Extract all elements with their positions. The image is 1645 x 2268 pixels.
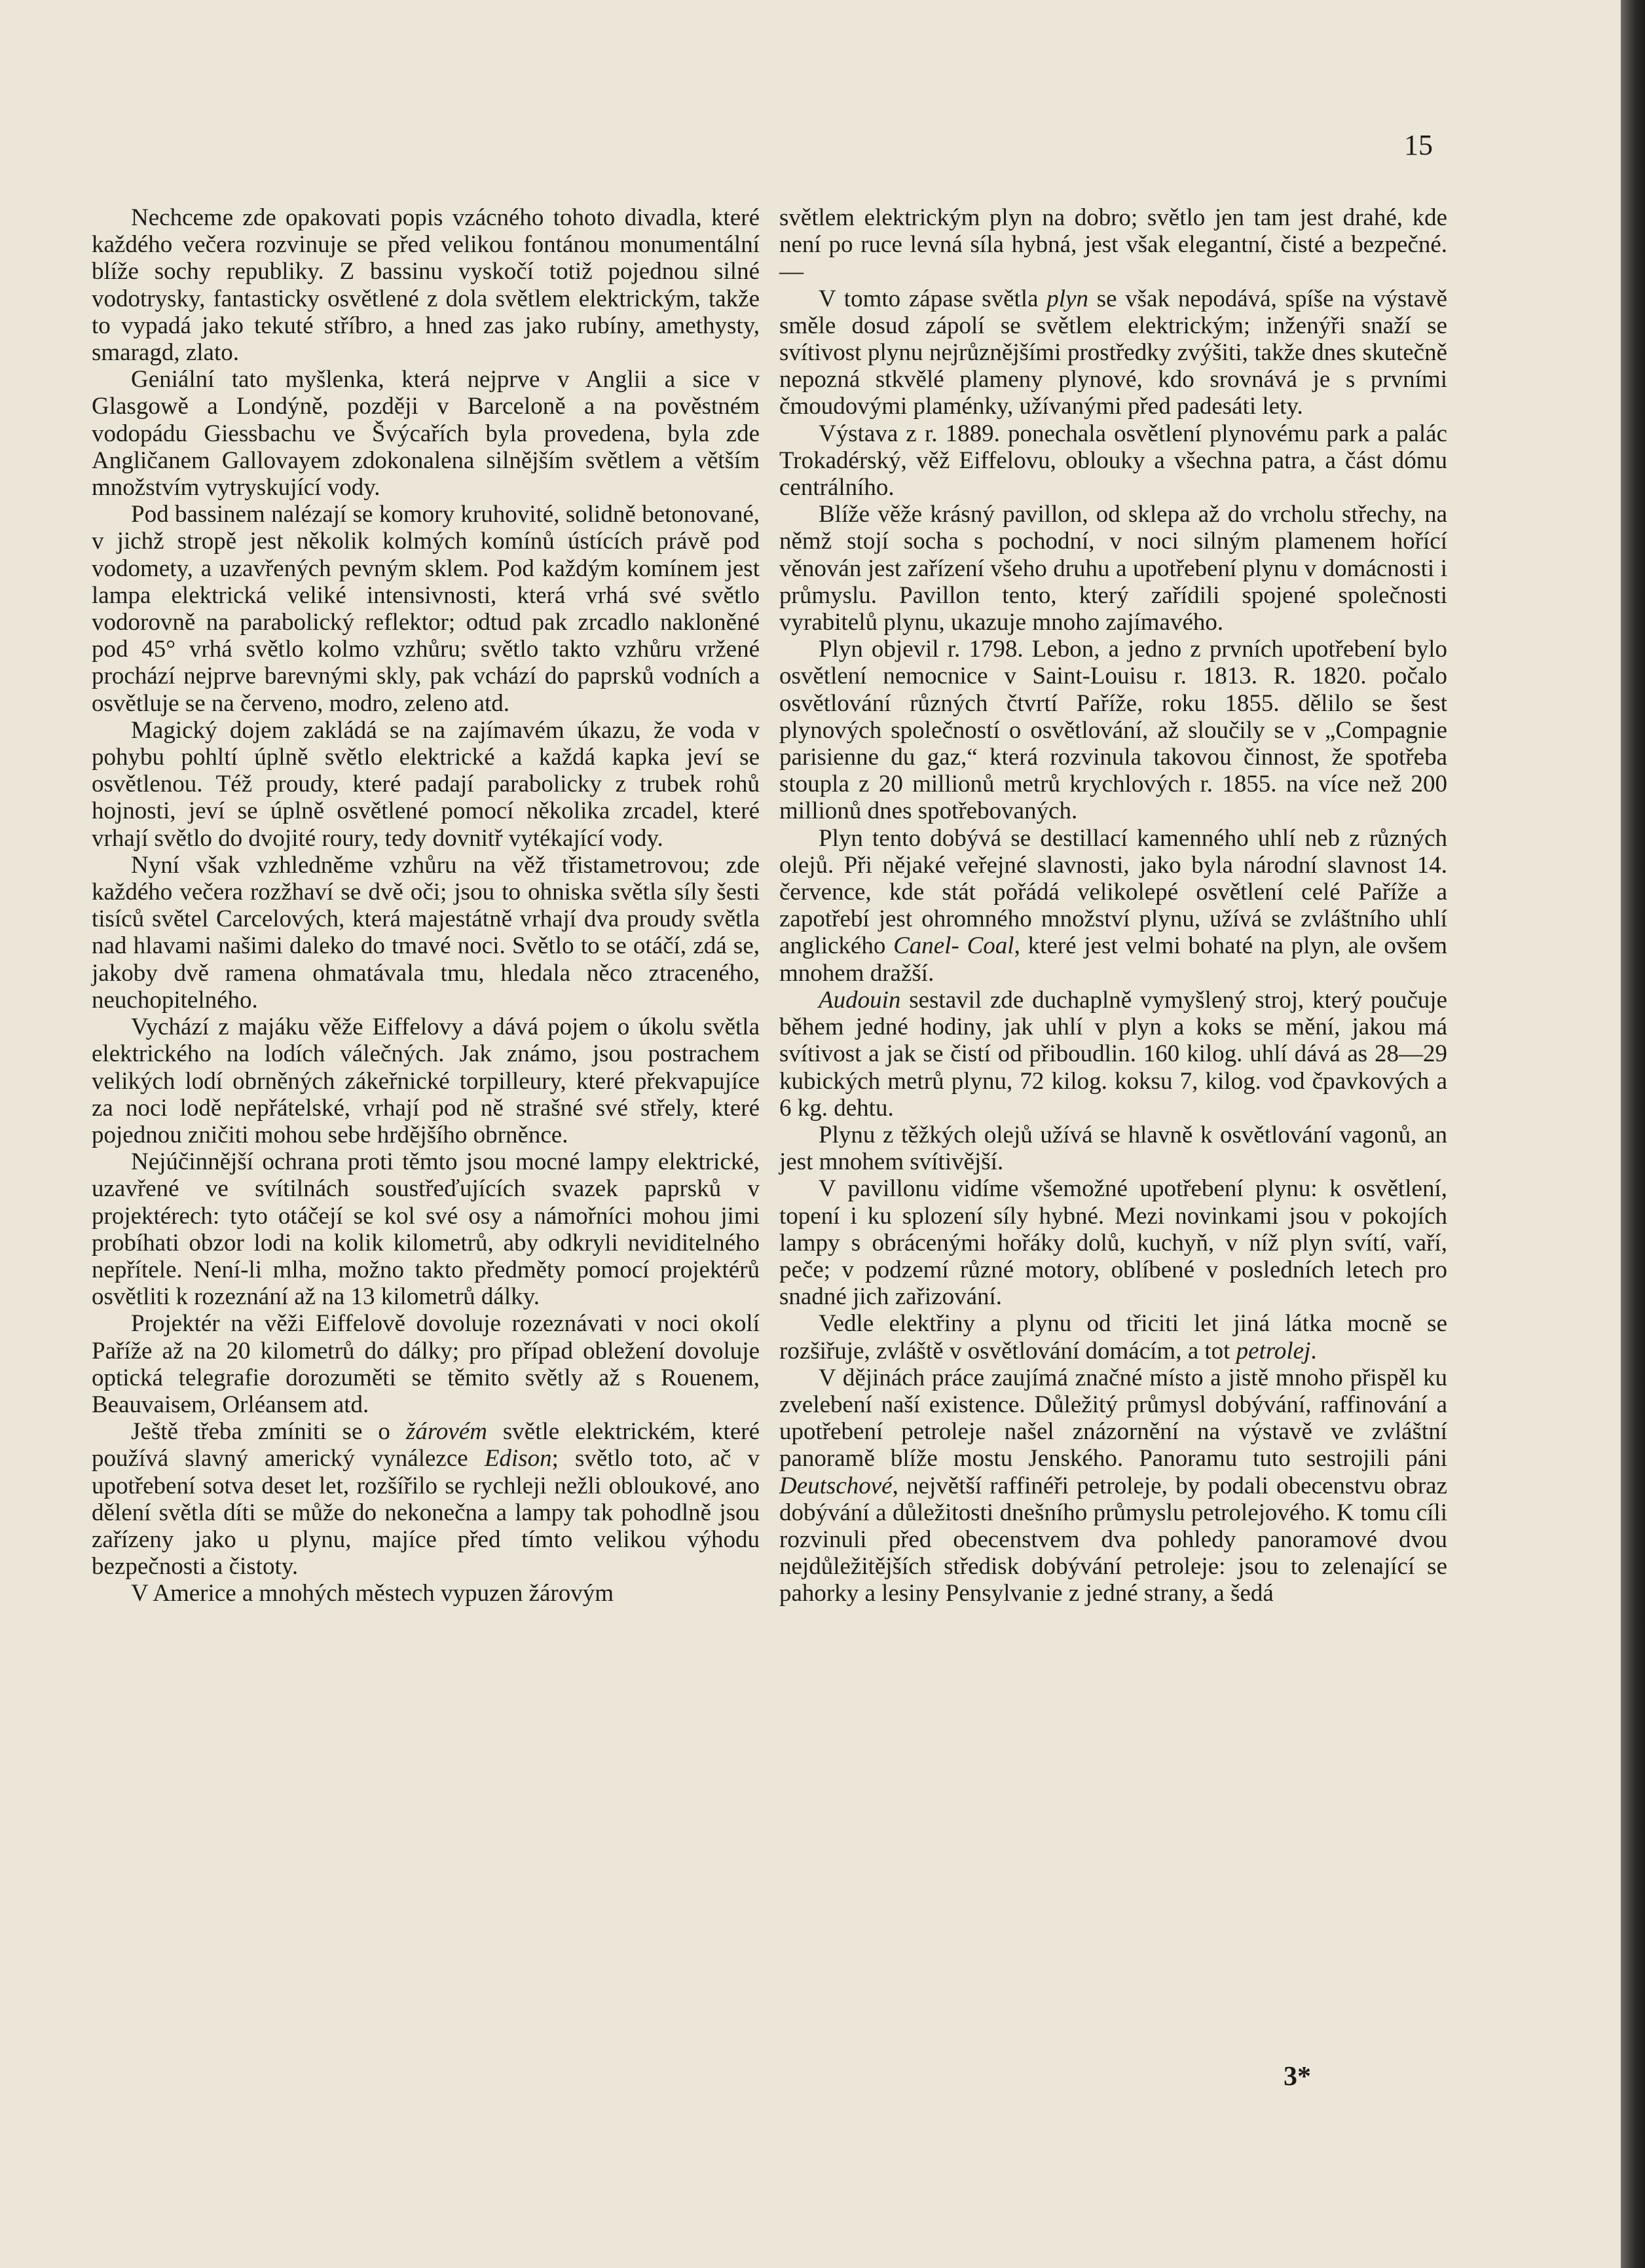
paragraph: Pod bassinem nalézají se komory kruhovité, solidně betonované, v jichž stropě jest několik kolmých komínů ústících právě pod vodomety, a uzavřených pevným sklem. Pod každým komínem jest lampa elektrická veliké intensivnosti, která vrhá své světlo vodorovně na parabolický reflektor; odtud pak zrcadlo nakloněné pod 45° vrhá světlo kolmo vzhůru; světlo takto vzhůru vržené prochází nejprve barevnými skly, pak vchází do paprsků vodních a osvětluje se na červeno, modro, zeleno atd.: [92, 501, 760, 717]
text-run: V dějinách práce zaujímá značné místo a jistě mnoho přispěl ku zvelebení naší existence. Důležitý průmysl dobývání, raffinování a upotřebení petroleje našel znázornění na výstavě ve zvláštní panoramě blíže mostu Jenského. Panoramu tuto sestrojili páni: [779, 1364, 1447, 1472]
text-run: Vedle elektřiny a plynu od třiciti let jiná látka mocně se rozšiřuje, zvláště v osvětlování domácím, a tot: [779, 1310, 1447, 1364]
paragraph: V Americe a mnohých městech vypuzen žárovým: [131, 1580, 614, 1607]
text-run: V tomto zápase světla: [819, 285, 1047, 312]
paragraph: [92, 1418, 760, 1580]
text-run: světle elektrickém, které používá slavný americký vynálezce: [92, 1418, 760, 1472]
paragraph: [779, 825, 1447, 987]
paragraph: Nyní však vzhledněme vzhůru na věž třistametrovou; zde každého večera rozžhaví se dvě oči; jsou to ohniska světla síly šesti tisíců světel Carcelových, která majestátně vrhají dva proudy světla nad hlavami našimi daleko do tmavé noci. Světlo to se otáčí, zdá se, jakoby dvě ramena ohmatávala tmu, hledala něco ztraceného, neuchopitelného.: [92, 851, 760, 1014]
text-run: Ještě třeba zmíniti se o: [131, 1418, 406, 1446]
page-edge: [1621, 0, 1645, 2268]
emphasis: Deutschové: [779, 1472, 893, 1499]
paragraph: [779, 285, 1447, 420]
paragraph: Geniální tato myšlenka, která nejprve v Anglii a sice v Glasgowě a Londýně, později v Barceloně a na pověstném vodopádu Giessbachu ve Švýcařích byla provedena, byla zde Angličanem Gallovayem zdokonalena silnějším světlem a větším množstvím vytryskující vody.: [92, 366, 760, 502]
paragraph: [779, 1364, 1447, 1607]
paragraph: Vychází z majáku věže Eiffelovy a dává pojem o úkolu světla elektrického na lodích válečných. Jak známo, jsou postrachem velikých lodí obrněných zákeřnické torpilleury, které překvapujíce za noci lodě nepřátelské, vrhají pod ně strašné své střely, které pojednou zničiti mohou sebe hrdějšího obrněnce.: [92, 1014, 760, 1148]
paragraph: Nechceme zde opakovati popis vzácného tohoto divadla, které každého večera rozvinuje se před velikou fontánou monumentální blíže sochy republiky. Z bassinu vyskočí totiž pojednou silné vodotrysky, fantasticky osvětlené z dola světlem elektrickým, takže to vypadá jako tekuté stříbro, a hned zas jako rubíny, amethysty, smaragd, zlato.: [92, 204, 760, 367]
paragraph: Projektér na věži Eiffelově dovoluje rozeznávati v noci okolí Paříže až na 20 kilometrů do dálky; pro případ obležení dovoluje optická telegrafie dorozuměti se těmito světly až s Rouenem, Beauvaisem, Orléansem atd.: [92, 1310, 760, 1418]
paragraph: Výstava z r. 1889. ponechala osvětlení plynovému park a palác Trokadérský, věž Eiffelovu, oblouky a všechna patra, a část dómu centrálního.: [779, 420, 1447, 502]
paragraph: V pavillonu vidíme všemožné upotřebení plynu: k osvětlení, topení i ku splození síly hybné. Mezi novinkami jsou v pokojích lampy s obrácenými hořáky dolů, kuchyň, v níž plyn svítí, vaří, peče; v podzemí různé motory, oblíbené v posledních letech pro snadné jich zařizování.: [779, 1175, 1447, 1311]
text-run: , největší raffinéři petroleje, by podali obecenstvu obraz dobývání a důležitosti dnešního průmyslu petrolejového. K tomu cíli rozvinuli před obecenstvem dva pohledy panoramové dvou nejdůležitějších středisk dobývání petroleje: jsou to zelenající se pahorky a lesiny Pensylvanie z jedné strany, a šedá: [779, 1472, 1447, 1607]
text-run: sestavil zde duchaplně vymyšlený stroj, který poučuje během jedné hodiny, jak uhlí v plyn a koks se mění, jakou má svítivost a jak se čistí od přiboudlin. 160 kilog. uhlí dává as 28—29 kubických metrů plynu, 72 kilog. koksu 7, kilog. vod čpavkových a 6 kg. dehtu.: [779, 986, 1447, 1122]
text-run: Plyn tento dobývá se destillací kamenného uhlí neb z různých olejů. Při nějaké veřejné slavnosti, jako byla národní slavnost 14. července, kde stát pořádá velikolepé osvětlení celé Paříže a zapotřebí jest ohromného množství plynu, užívá se zvláštního uhlí anglického: [779, 824, 1447, 960]
paragraph: Plyn objevil r. 1798. Lebon, a jedno z prvních upotřebení bylo osvětlení nemocnice v Saint-Louisu r. 1813. R. 1820. počalo osvětlování různých čtvrtí Paříže, roku 1855. dělilo se šest plynových společností o osvětlování, až sloučily se v „Compagnie parisienne du gaz,“ která rozvinula takovou činnost, že spotřeba stoupla z 20 millionů metrů krychlových r. 1855. na více než 200 millionů dnes spotřebovaných.: [779, 636, 1447, 825]
paragraph: Plynu z těžkých olejů užívá se hlavně k osvětlování vagonů, an jest mnohem svítivější.: [779, 1121, 1447, 1176]
paragraph: [779, 1310, 1447, 1364]
paragraph: [779, 987, 1447, 1122]
signature-mark: 3*: [1284, 2062, 1311, 2092]
emphasis: petrolej: [1236, 1337, 1311, 1364]
emphasis: Audouin: [819, 986, 901, 1014]
right-column: [779, 204, 1447, 1607]
paragraph-continued: světlem elektrickým plyn na dobro; světlo jen tam jest drahé, kde není po ruce levná síla hybná, jest však elegantní, čisté a bezpečné. —: [779, 204, 1447, 285]
text-run: se však nepodává, spíše na výstavě směle dosud zápolí se světlem elektrickým; inženýři snaží se svítivost plynu nejrůznějšími prostředky zvýšiti, takže dnes skutečně nepozná stkvělé plameny plynové, kdo srovnává je s prvními čmoudovými plaménky, užívanými před padesáti lety.: [779, 285, 1447, 420]
paragraph: Magický dojem zakládá se na zajímavém úkazu, že voda v pohybu pohltí úplně světlo elektrické a každá kapka jeví se osvětlenou. Též proudy, které padají parabolicky z trubek rohů hojnosti, jeví se úplně osvětlené pomocí několika zrcadel, které vrhají světlo do dvojité roury, tedy dovnitř vytékající vody.: [92, 716, 760, 852]
emphasis: žárovém: [405, 1418, 487, 1446]
left-column: [92, 204, 760, 1607]
text-run: ; světlo toto, ač v upotřebení sotva deset let, rozšířilo se rychleji nežli obloukové, ano dělení světla díti se může do nekonečna a lampy tak pohodlně jsou zařízeny jako u plynu, majíce před tímto velikou výhodu bezpečnosti a čistoty.: [92, 1445, 760, 1581]
text-run: .: [1310, 1337, 1317, 1364]
paragraph: Nejúčinnější ochrana proti těmto jsou mocné lampy elektrické, uzavřené ve svítilnách soustřeďujících svazek paprsků v projektérech: tyto otáčejí se kol své osy a námořníci mohou jimi probíhati obzor lodi na kolik kilometrů, aby odkryli neviditelného nepřítele. Není-li mlha, možno takto předměty pomocí projektérů osvětliti k rozeznání až na 13 kilometrů dálky.: [92, 1148, 760, 1311]
page-number: 15: [1404, 129, 1433, 161]
text-run: , které jest velmi bohaté na plyn, ale ovšem mnohem dražší.: [779, 932, 1448, 987]
emphasis: Edison: [484, 1445, 552, 1472]
paragraph: Blíže věže krásný pavillon, od sklepa až do vrcholu střechy, na němž stojí socha s pochodní, v noci silným plamenem hořící věnován jest zařízení všeho druhu a upotřebení plynu v domácnosti i průmyslu. Pavillon tento, který zařídili spojené společnosti vyrabitelů plynu, ukazuje mnoho zajímavého.: [779, 501, 1447, 636]
emphasis: Canel- Coal: [893, 932, 1014, 960]
emphasis: plyn: [1046, 285, 1088, 312]
